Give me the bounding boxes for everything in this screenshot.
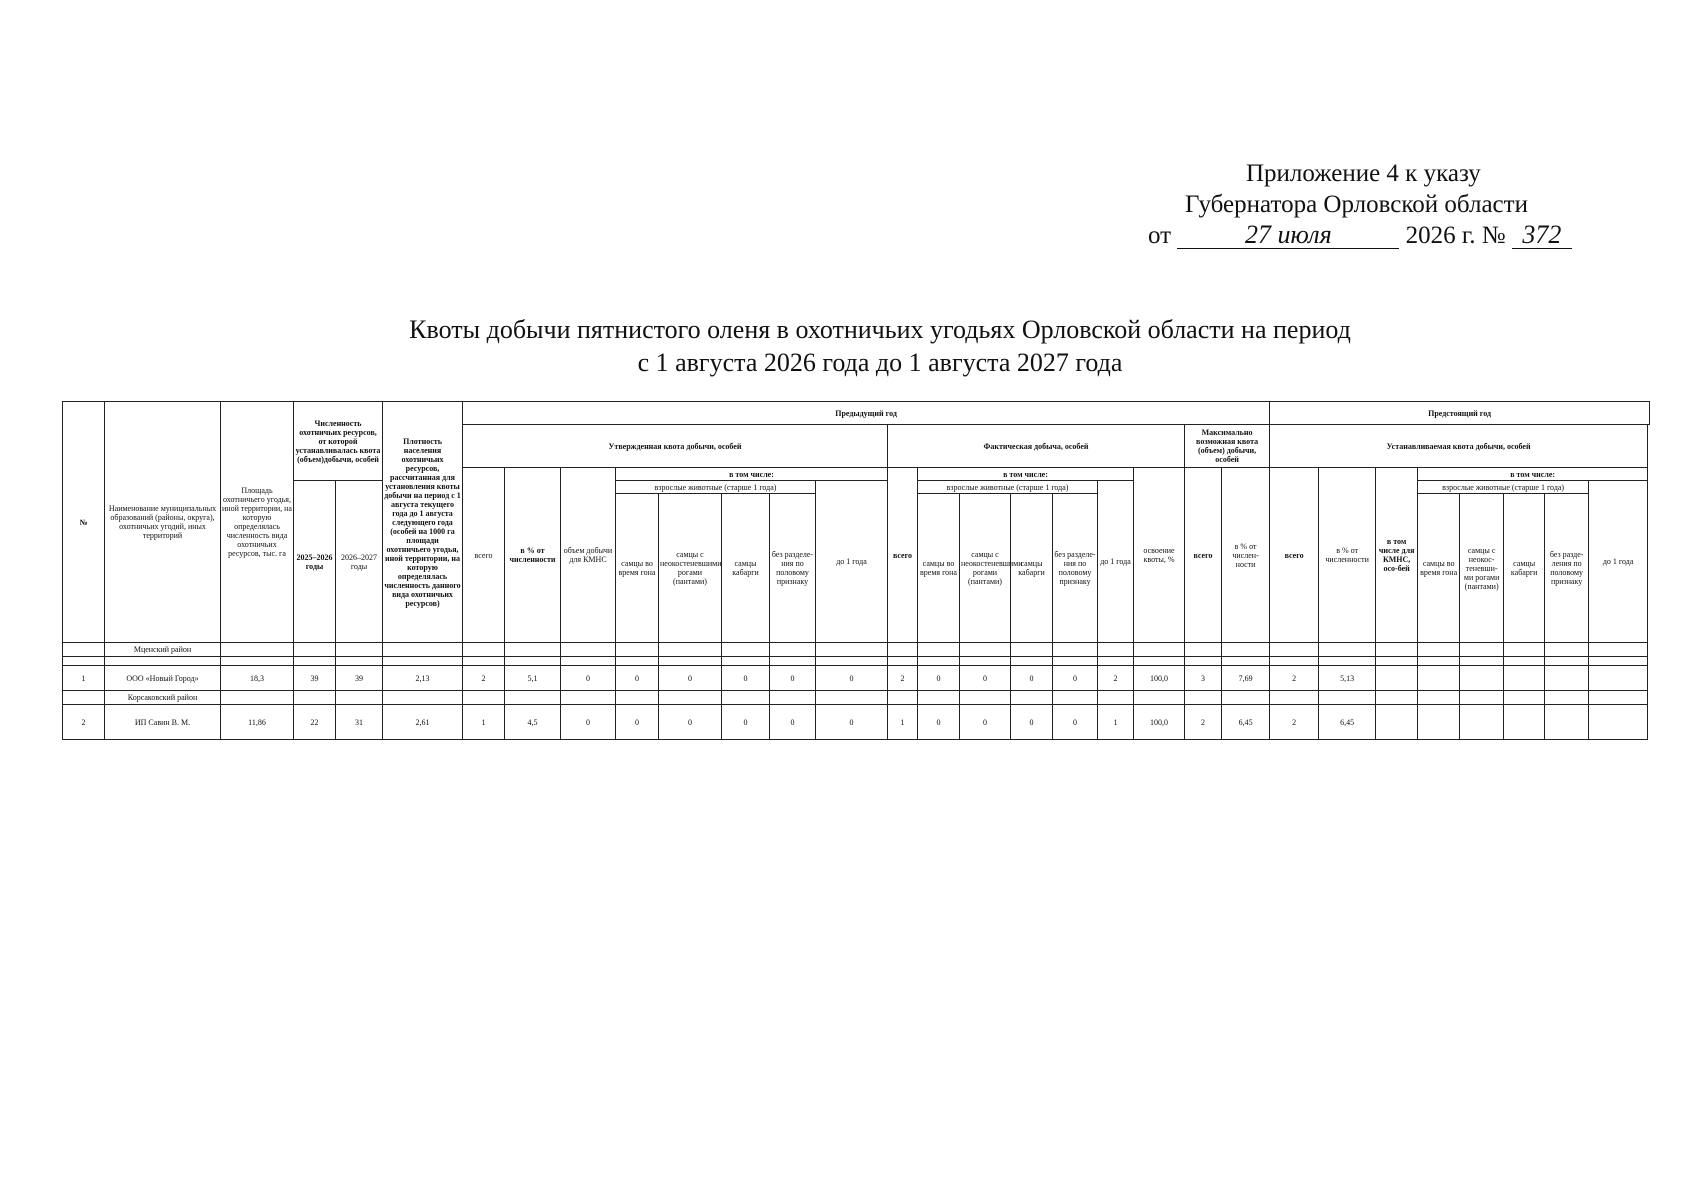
quota-table-wrapper xyxy=(62,401,1650,740)
cell-f-total: 1 xyxy=(888,705,918,740)
header-s-rut: самцы во время гона xyxy=(1418,494,1460,643)
cell-s-musk xyxy=(1504,666,1545,691)
header-set-quota: Устанавливаемая квота добычи, особей xyxy=(1270,425,1648,468)
cell-a-musk: 0 xyxy=(722,705,770,740)
cell-num: 2 xyxy=(63,705,105,740)
cell-f-use: 100,0 xyxy=(1134,666,1185,691)
header-f-antlers: самцы с неокостеневшими рогами (пантами) xyxy=(960,494,1011,643)
table-cell xyxy=(616,691,659,705)
table-cell xyxy=(1222,643,1270,657)
handwritten-date: 27 июля xyxy=(1177,222,1399,249)
table-cell xyxy=(770,691,816,705)
cell-f-u1: 2 xyxy=(1098,666,1134,691)
table-cell xyxy=(1222,691,1270,705)
cell-a-total: 1 xyxy=(463,705,505,740)
cell-a-rut: 0 xyxy=(616,666,659,691)
table-cell xyxy=(1098,657,1134,666)
cell-area: 18,3 xyxy=(221,666,294,691)
cell-f-musk: 0 xyxy=(1011,705,1053,740)
table-cell xyxy=(221,691,294,705)
appendix-header xyxy=(1130,158,1650,251)
table-cell xyxy=(816,691,888,705)
table-cell xyxy=(1504,691,1545,705)
table-cell xyxy=(659,657,722,666)
table-cell xyxy=(1185,691,1222,705)
table-cell xyxy=(1418,657,1460,666)
table-cell xyxy=(1270,643,1319,657)
table-cell xyxy=(659,691,722,705)
cell-a-u1: 0 xyxy=(816,666,888,691)
table-cell xyxy=(505,691,561,705)
table-cell xyxy=(1053,691,1098,705)
cell-num: 1 xyxy=(63,666,105,691)
table-cell xyxy=(383,657,463,666)
header-area: Площадь охотничьего угодья, иной территории, на которую определялась численность вида охотничьих ресурсов, тыс. га xyxy=(221,402,294,643)
header-s-nosex: без разде-ления по половому признаку xyxy=(1545,494,1589,643)
table-cell xyxy=(294,643,336,657)
header-actual-harvest: Фактическая добыча, особей xyxy=(888,425,1185,468)
cell-s-rut xyxy=(1418,705,1460,740)
header-a-including: в том числе: xyxy=(616,468,888,481)
section-row xyxy=(63,643,1650,657)
cell-f-nosex: 0 xyxy=(1053,705,1098,740)
table-cell xyxy=(383,643,463,657)
table-cell xyxy=(463,691,505,705)
header-pop-2025: 2025–2026 годы xyxy=(294,481,336,643)
year-label: 2026 г. № xyxy=(1405,222,1506,249)
header-a-antlers: самцы с неокостеневшими рогами (пантами) xyxy=(659,494,722,643)
table-cell xyxy=(505,657,561,666)
table-cell xyxy=(770,657,816,666)
table-cell xyxy=(960,657,1011,666)
table-cell xyxy=(816,657,888,666)
header-f-adults: взрослые животные (старше 1 года) xyxy=(918,481,1098,494)
cell-s-antl xyxy=(1460,705,1504,740)
title-line2: с 1 августа 2026 года до 1 августа 2027 года xyxy=(637,348,1123,377)
header-s-antlers: самцы с неокос-теневши-ми рогами (пантами) xyxy=(1460,494,1504,643)
table-cell xyxy=(1460,691,1504,705)
table-cell xyxy=(561,643,616,657)
header-a-under1: до 1 года xyxy=(816,481,888,643)
cell-a-antl: 0 xyxy=(659,705,722,740)
table-cell xyxy=(1098,643,1134,657)
cell-s-u1 xyxy=(1589,666,1648,691)
table-cell xyxy=(960,643,1011,657)
cell-f-musk: 0 xyxy=(1011,666,1053,691)
cell-density: 2,13 xyxy=(383,666,463,691)
table-cell xyxy=(1504,657,1545,666)
table-cell xyxy=(888,643,918,657)
cell-s-kmns xyxy=(1376,705,1418,740)
cell-f-total: 2 xyxy=(888,666,918,691)
header-pop-2026: 2026–2027 годы xyxy=(336,481,383,643)
table-cell xyxy=(1134,657,1185,666)
table-cell xyxy=(659,643,722,657)
table-cell xyxy=(1011,657,1053,666)
header-s-musk: самцы кабарги xyxy=(1504,494,1545,643)
header-a-adults: взрослые животные (старше 1 года) xyxy=(616,481,816,494)
table-cell xyxy=(63,657,105,666)
quota-table-body xyxy=(63,643,1650,740)
table-cell xyxy=(1134,691,1185,705)
cell-s-kmns xyxy=(1376,666,1418,691)
header-max-quota: Максимально возможная квота (объем) добычи, особей xyxy=(1185,425,1270,468)
header-next-year: Предстоящий год xyxy=(1270,402,1650,425)
table-cell xyxy=(1222,657,1270,666)
header-a-nosex: без разделе-ния по половому признаку xyxy=(770,494,816,643)
cell-f-rut: 0 xyxy=(918,705,960,740)
table-cell xyxy=(1319,643,1376,657)
cell-s-musk xyxy=(1504,705,1545,740)
table-cell xyxy=(1053,643,1098,657)
header-num: № xyxy=(63,402,105,643)
table-row xyxy=(63,705,1650,740)
cell-a-pct: 4,5 xyxy=(505,705,561,740)
cell-s-pct: 5,13 xyxy=(1319,666,1376,691)
cell-s-antl xyxy=(1460,666,1504,691)
table-cell xyxy=(1011,691,1053,705)
header-s-kmns: в том числе для КМНС, осо-бей xyxy=(1376,468,1418,643)
header-prev-year: Предыдущий год xyxy=(463,402,1270,425)
header-a-kmns: объем добычи для КМНС xyxy=(561,468,616,643)
header-approved-quota: Утвержденная квота добычи, особей xyxy=(463,425,888,468)
cell-s-u1 xyxy=(1589,705,1648,740)
cell-f-u1: 1 xyxy=(1098,705,1134,740)
table-cell xyxy=(1460,657,1504,666)
table-cell xyxy=(1460,643,1504,657)
cell-a-pct: 5,1 xyxy=(505,666,561,691)
cell-s-nosex xyxy=(1545,705,1589,740)
cell-a-rut: 0 xyxy=(616,705,659,740)
cell-a-kmns: 0 xyxy=(561,705,616,740)
table-cell xyxy=(918,657,960,666)
table-cell xyxy=(1504,643,1545,657)
cell-pop26: 39 xyxy=(336,666,383,691)
header-m-pct: в % от числен-ности xyxy=(1222,468,1270,643)
cell-m-total: 3 xyxy=(1185,666,1222,691)
table-cell xyxy=(1418,643,1460,657)
table-cell xyxy=(294,691,336,705)
cell-f-antl: 0 xyxy=(960,666,1011,691)
table-cell xyxy=(960,691,1011,705)
cell-s-total: 2 xyxy=(1270,705,1319,740)
table-cell xyxy=(1011,643,1053,657)
header-s-including: в том числе: xyxy=(1418,468,1648,481)
table-cell xyxy=(770,643,816,657)
appendix-line2: Губернатора Орловской области xyxy=(1185,191,1528,218)
table-cell xyxy=(1053,657,1098,666)
from-label: от xyxy=(1148,222,1172,249)
cell-a-antl: 0 xyxy=(659,666,722,691)
cell-m-pct: 7,69 xyxy=(1222,666,1270,691)
table-cell xyxy=(616,657,659,666)
table-cell xyxy=(888,657,918,666)
appendix-line3 xyxy=(1130,220,1650,251)
header-f-total: всего xyxy=(888,468,918,643)
table-cell xyxy=(722,657,770,666)
header-a-musk: самцы кабарги xyxy=(722,494,770,643)
header-a-rut: самцы во время гона xyxy=(616,494,659,643)
section-row xyxy=(63,691,1650,705)
table-cell xyxy=(1376,657,1418,666)
cell-f-rut: 0 xyxy=(918,666,960,691)
handwritten-number: 372 xyxy=(1512,222,1572,249)
table-cell xyxy=(383,691,463,705)
cell-a-kmns: 0 xyxy=(561,666,616,691)
header-f-nosex: без разделе-ния по половому признаку xyxy=(1053,494,1098,643)
table-cell xyxy=(616,643,659,657)
cell-name: ИП Савин В. М. xyxy=(105,705,221,740)
table-cell xyxy=(336,691,383,705)
spacer-row xyxy=(63,657,1650,666)
header-name: Наименование муниципальных образований (районы, округа), охотничьих угодий, иных территорий xyxy=(105,402,221,643)
cell-pop25: 39 xyxy=(294,666,336,691)
table-row xyxy=(63,666,1650,691)
cell-m-pct: 6,45 xyxy=(1222,705,1270,740)
table-cell xyxy=(1376,643,1418,657)
header-a-pct: в % от численности xyxy=(505,468,561,643)
cell-s-pct: 6,45 xyxy=(1319,705,1376,740)
cell-area: 11,86 xyxy=(221,705,294,740)
cell-f-nosex: 0 xyxy=(1053,666,1098,691)
header-s-total: всего xyxy=(1270,468,1319,643)
table-cell xyxy=(1545,691,1589,705)
cell-s-rut xyxy=(1418,666,1460,691)
cell-f-antl: 0 xyxy=(960,705,1011,740)
table-cell xyxy=(1185,643,1222,657)
header-s-pct: в % от численности xyxy=(1319,468,1376,643)
table-cell xyxy=(463,643,505,657)
header-s-adults: взрослые животные (старше 1 года) xyxy=(1418,481,1589,494)
header-s-under1: до 1 года xyxy=(1589,481,1648,643)
table-cell xyxy=(505,643,561,657)
table-cell xyxy=(1418,691,1460,705)
section-name: Корсаковский район xyxy=(105,691,221,705)
cell-s-total: 2 xyxy=(1270,666,1319,691)
cell-m-total: 2 xyxy=(1185,705,1222,740)
header-f-musk: самцы кабарги xyxy=(1011,494,1053,643)
header-a-total: всего xyxy=(463,468,505,643)
cell-s-nosex xyxy=(1545,666,1589,691)
section-name: Мценский район xyxy=(105,643,221,657)
table-cell xyxy=(1098,691,1134,705)
table-cell xyxy=(1545,643,1589,657)
table-cell xyxy=(1589,691,1648,705)
cell-density: 2,61 xyxy=(383,705,463,740)
table-cell xyxy=(1270,657,1319,666)
table-cell xyxy=(1545,657,1589,666)
table-cell xyxy=(221,657,294,666)
table-cell xyxy=(1589,657,1648,666)
table-cell xyxy=(63,643,105,657)
table-cell xyxy=(1134,643,1185,657)
table-cell xyxy=(722,691,770,705)
table-cell xyxy=(463,657,505,666)
table-cell xyxy=(336,643,383,657)
document-title xyxy=(0,313,1697,379)
table-cell xyxy=(888,691,918,705)
header-m-total: всего xyxy=(1185,468,1222,643)
table-cell xyxy=(1376,691,1418,705)
table-cell xyxy=(816,643,888,657)
table-cell xyxy=(918,691,960,705)
header-f-use: освоение квоты, % xyxy=(1134,468,1185,643)
cell-pop26: 31 xyxy=(336,705,383,740)
header-density: Плотность населения охотничьих ресурсов, рассчитанная для установления квоты добычи на период с 1 августа текущего года до 1 августа следующего года (особей на 1000 га площади охотничьего угодья, иной территории, на которую определялась численность данного вида охотничьих ресурсов) xyxy=(383,402,463,643)
table-cell xyxy=(561,691,616,705)
table-cell xyxy=(336,657,383,666)
cell-a-nosex: 0 xyxy=(770,666,816,691)
cell-a-total: 2 xyxy=(463,666,505,691)
table-cell xyxy=(1589,643,1648,657)
cell-f-use: 100,0 xyxy=(1134,705,1185,740)
header-population: Численность охотничьих ресурсов, от которой устанавливалась квота (объем)добычи, особей xyxy=(294,402,383,481)
table-cell xyxy=(1185,657,1222,666)
cell-a-u1: 0 xyxy=(816,705,888,740)
cell-a-musk: 0 xyxy=(722,666,770,691)
appendix-line1: Приложение 4 к указу xyxy=(1246,160,1481,187)
table-cell xyxy=(1319,657,1376,666)
cell-name: ООО «Новый Город» xyxy=(105,666,221,691)
table-cell xyxy=(561,657,616,666)
cell-a-nosex: 0 xyxy=(770,705,816,740)
table-cell xyxy=(63,691,105,705)
title-line1: Квоты добычи пятнистого оленя в охотничьих угодьях Орловской области на период xyxy=(409,315,1351,344)
header-f-rut: самцы во время гона xyxy=(918,494,960,643)
header-f-under1: до 1 года xyxy=(1098,481,1134,643)
table-cell xyxy=(105,657,221,666)
header-f-including: в том числе: xyxy=(918,468,1134,481)
table-cell xyxy=(918,643,960,657)
table-cell xyxy=(221,643,294,657)
table-cell xyxy=(294,657,336,666)
quota-table xyxy=(62,401,1650,740)
table-cell xyxy=(1319,691,1376,705)
cell-pop25: 22 xyxy=(294,705,336,740)
table-cell xyxy=(722,643,770,657)
table-cell xyxy=(1270,691,1319,705)
